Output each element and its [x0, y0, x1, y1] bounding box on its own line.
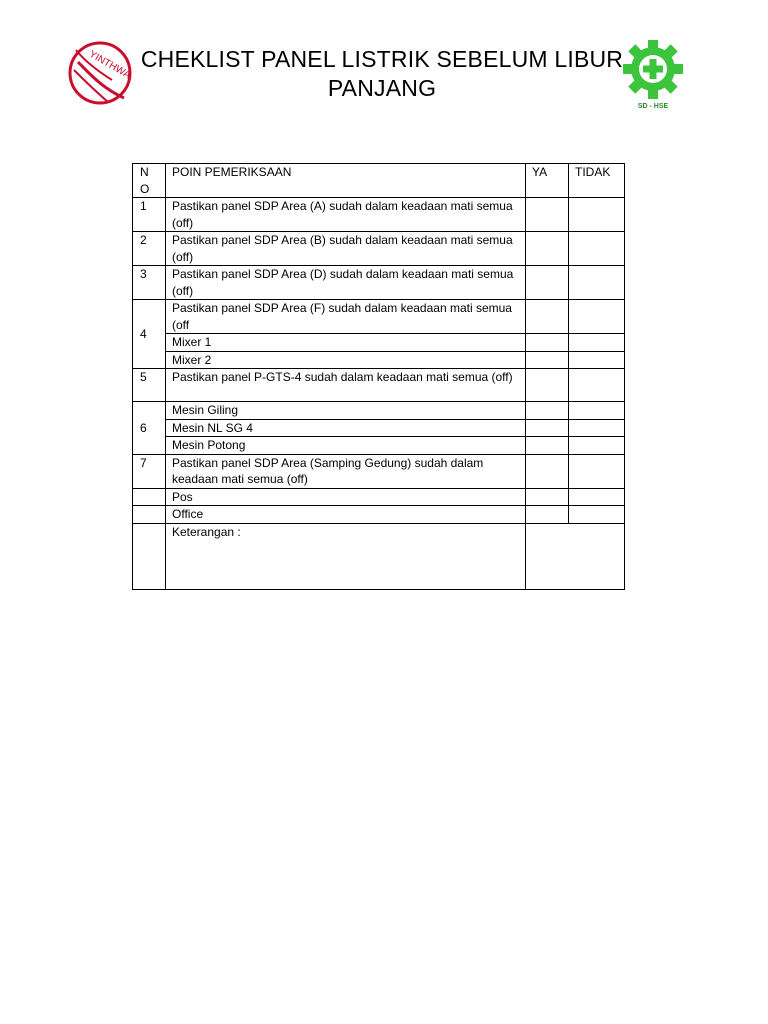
ya-cell[interactable]	[526, 334, 569, 352]
row-item: Pastikan panel SDP Area (D) sudah dalam keadaan mati semua (off)	[166, 266, 526, 300]
ya-cell[interactable]	[526, 351, 569, 369]
table-row	[133, 266, 625, 300]
row-no-empty	[133, 488, 166, 506]
ya-cell[interactable]	[526, 369, 569, 402]
logo-left-text: YINTHWA	[87, 48, 133, 82]
ya-cell[interactable]	[526, 300, 569, 334]
tidak-cell[interactable]	[569, 334, 625, 352]
row-no: 5	[133, 369, 166, 402]
keterangan-row	[133, 523, 625, 589]
header-poin: POIN PEMERIKSAAN	[166, 164, 526, 198]
yinthwa-logo	[64, 40, 136, 106]
tidak-cell[interactable]	[569, 419, 625, 437]
tidak-cell[interactable]	[569, 488, 625, 506]
table-row	[133, 402, 625, 420]
ya-cell[interactable]	[526, 454, 569, 488]
logo-right-text: SD - HSE	[637, 103, 669, 110]
row-subitem: Mesin Potong	[166, 437, 526, 455]
table-row	[133, 454, 625, 488]
table-header-row	[133, 164, 625, 198]
row-no: 6	[133, 402, 166, 455]
table-row	[133, 300, 625, 334]
row-subitem: Mesin NL SG 4	[166, 419, 526, 437]
header-ya: YA	[526, 164, 569, 198]
tidak-cell[interactable]	[569, 506, 625, 524]
keterangan-label: Keterangan :	[166, 523, 526, 589]
ya-cell[interactable]	[526, 232, 569, 266]
row-no: 3	[133, 266, 166, 300]
ya-cell[interactable]	[526, 266, 569, 300]
row-item: Pastikan panel SDP Area (A) sudah dalam keadaan mati semua (off)	[166, 198, 526, 232]
header-no: N O	[133, 164, 166, 198]
tidak-cell[interactable]	[569, 369, 625, 402]
ya-cell[interactable]	[526, 198, 569, 232]
table-row	[133, 232, 625, 266]
row-item: Pastikan panel SDP Area (B) sudah dalam keadaan mati semua (off)	[166, 232, 526, 266]
row-no-empty	[133, 506, 166, 524]
table-subrow	[133, 419, 625, 437]
checklist-table	[132, 163, 625, 590]
tidak-cell[interactable]	[569, 454, 625, 488]
row-subitem: Mixer 1	[166, 334, 526, 352]
row-no: 4	[133, 300, 166, 369]
row-no-empty	[133, 523, 166, 589]
page-title: CHEKLIST PANEL LISTRIK SEBELUM LIBUR PANJANG	[140, 46, 624, 101]
row-no: 7	[133, 454, 166, 488]
table-subrow	[133, 437, 625, 455]
keterangan-notes-cell[interactable]	[526, 523, 625, 589]
row-subitem: Pos	[166, 488, 526, 506]
tidak-cell[interactable]	[569, 232, 625, 266]
tidak-cell[interactable]	[569, 198, 625, 232]
tidak-cell[interactable]	[569, 437, 625, 455]
row-subitem: Mesin Giling	[166, 402, 526, 420]
ya-cell[interactable]	[526, 506, 569, 524]
table-subrow	[133, 351, 625, 369]
row-subitem: Office	[166, 506, 526, 524]
row-item: Pastikan panel SDP Area (F) sudah dalam keadaan mati semua (off	[166, 300, 526, 334]
tidak-cell[interactable]	[569, 351, 625, 369]
row-item: Pastikan panel P-GTS-4 sudah dalam keadaan mati semua (off)	[166, 369, 526, 402]
header-tidak: TIDAK	[569, 164, 625, 198]
row-item: Pastikan panel SDP Area (Samping Gedung) sudah dalam keadaan mati semua (off)	[166, 454, 526, 488]
table-subrow	[133, 488, 625, 506]
ya-cell[interactable]	[526, 419, 569, 437]
table-subrow	[133, 506, 625, 524]
ya-cell[interactable]	[526, 402, 569, 420]
tidak-cell[interactable]	[569, 266, 625, 300]
row-no: 1	[133, 198, 166, 232]
row-no: 2	[133, 232, 166, 266]
table-row	[133, 198, 625, 232]
hse-gear-logo	[618, 40, 688, 112]
ya-cell[interactable]	[526, 488, 569, 506]
ya-cell[interactable]	[526, 437, 569, 455]
tidak-cell[interactable]	[569, 300, 625, 334]
table-subrow	[133, 334, 625, 352]
tidak-cell[interactable]	[569, 402, 625, 420]
table-row	[133, 369, 625, 402]
row-subitem: Mixer 2	[166, 351, 526, 369]
